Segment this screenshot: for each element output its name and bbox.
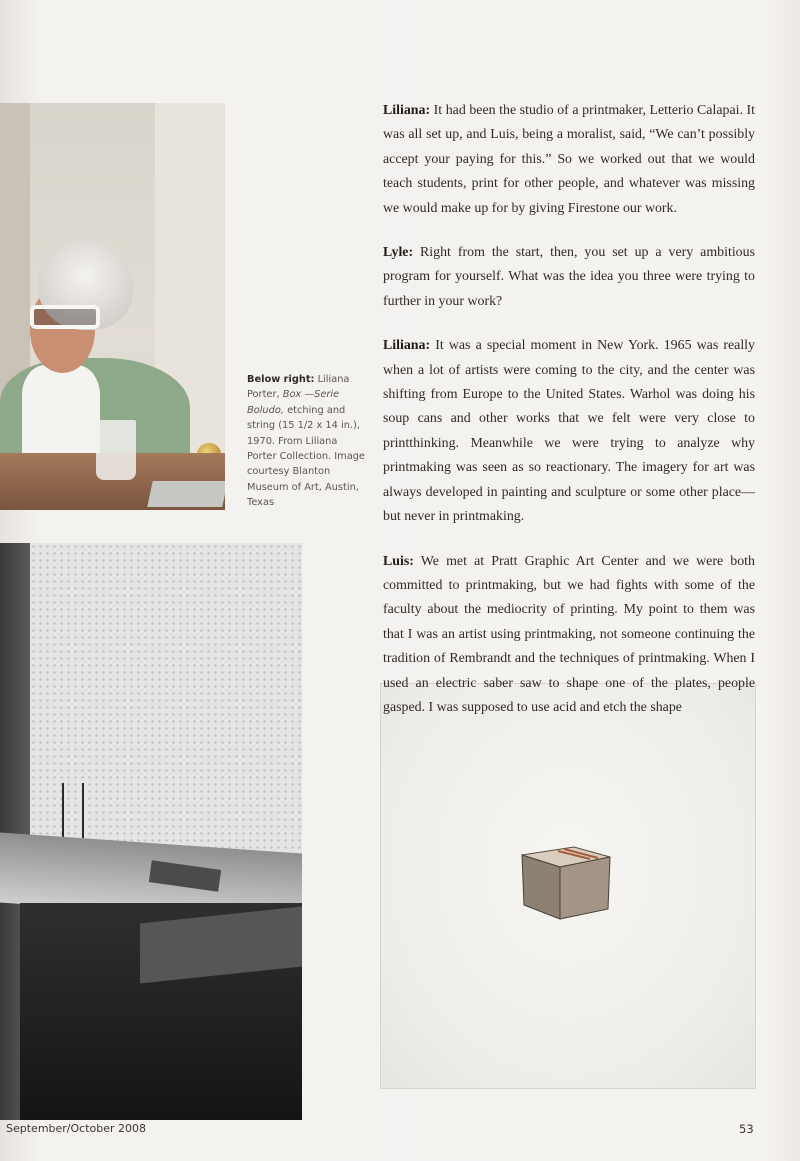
brushes-jar — [62, 783, 84, 838]
speaker-name: Liliana: — [383, 338, 431, 354]
plastic-cup — [96, 420, 136, 480]
speaker-name: Liliana: — [383, 103, 431, 118]
glasses — [30, 305, 100, 329]
speaker-name: Luis: — [383, 553, 414, 569]
caption-details: etching and string (15 1/2 x 14 in.), 1970. From Liliana Porter Collection. Image courtesy Blanton Museum of Art, Austin, Texas — [247, 404, 365, 509]
shirt — [22, 365, 100, 465]
paragraph-text: It was a special moment in New York. 1965 was really when a lot of artists were coming to the city, and the center was shifting from Europe to the United States. Warhol was doing his soup cans and other works that we felt were very close to printthinking. Meanwhile we were trying to analyze why printmaking was seen as so reactionary. The imagery for art was always developed in painting and sculpture or some other place—but never in printmaking. — [383, 338, 755, 525]
paragraph — [383, 241, 755, 314]
issue-date: September/October 2008 — [6, 1122, 147, 1135]
paragraph — [383, 99, 755, 221]
article-body — [383, 99, 755, 740]
speaker-name: Lyle: — [383, 245, 414, 261]
photo-caption — [247, 372, 367, 511]
paragraph — [383, 334, 755, 529]
page-number: 53 — [739, 1122, 754, 1136]
studio-photo — [0, 543, 302, 1120]
caption-artist: Liliana Porter, — [247, 374, 350, 401]
artwork-print-box — [380, 683, 756, 1089]
box-etching-illustration — [520, 833, 612, 923]
portrait-photo — [0, 103, 225, 510]
paragraph — [383, 550, 755, 721]
paragraph-text: We met at Pratt Graphic Art Center and we were both committed to printmaking, but we had fights with some of the faculty about the mediocrity of printing. My point to them was that I was an artist using printmaking, not someone continuing the tradition of Rembrandt and the techniques of printmaking. When I used an electric saber saw to shape one of the plates, people gasped. I was supposed to use acid and etch the shape — [383, 553, 755, 715]
caption-heading: Below right: — [247, 374, 315, 385]
caption-artwork-title: Box —Serie Boludo, — [247, 389, 340, 416]
paragraph-text: Right from the start, then, you set up a very ambitious program for yourself. What was the idea you three were trying to further in your work? — [383, 245, 755, 309]
laptop — [147, 481, 225, 507]
paragraph-text: It had been the studio of a printmaker, Letterio Calapai. It was all set up, and Luis, being a moralist, said, “We can’t possibly accept your paying for this.” So we worked out that we would teach students, print for other people, and whatever was missing we would make up for by giving Firestone our work. — [383, 103, 755, 216]
